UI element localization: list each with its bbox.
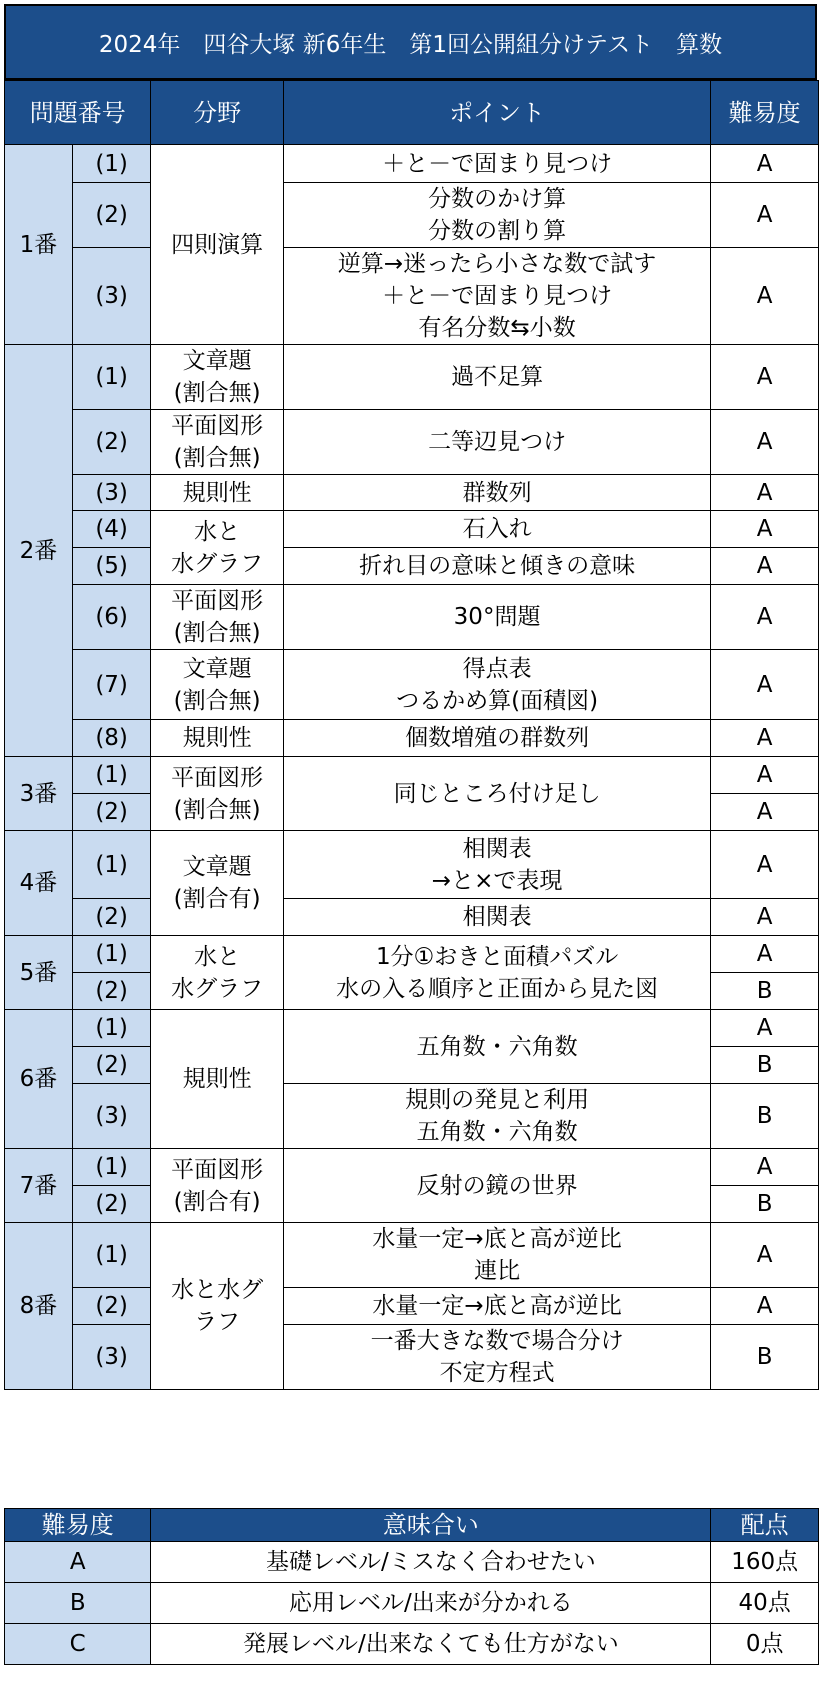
legend-header-row (5, 1509, 819, 1542)
table-row (5, 511, 819, 548)
difficulty-cell: A (711, 145, 819, 183)
point-cell: 五角数・六角数 (283, 1010, 710, 1084)
sub-number: (1) (72, 1010, 151, 1047)
sub-number: (7) (72, 650, 151, 720)
difficulty-cell: A (711, 548, 819, 585)
question-number: 6番 (5, 1010, 73, 1149)
field-cell: 文章題 (割合有) (151, 831, 283, 936)
field-cell: 規則性 (151, 720, 283, 757)
point-cell: ＋と－で固まり見つけ (283, 145, 710, 183)
point-cell: 30°問題 (283, 585, 710, 650)
point-cell: 水量一定→底と高が逆比 連比 (283, 1223, 710, 1288)
sub-number: (1) (72, 1149, 151, 1186)
table-row (5, 831, 819, 899)
difficulty-cell: A (711, 345, 819, 410)
legend-score: 40点 (711, 1583, 819, 1624)
sub-number: (6) (72, 585, 151, 650)
point-cell: 石入れ (283, 511, 710, 548)
sub-number: (2) (72, 1288, 151, 1325)
sub-number: (2) (72, 410, 151, 475)
table-row (5, 757, 819, 794)
page-title: 2024年 四谷大塚 新6年生 第1回公開組分けテスト 算数 (4, 4, 817, 80)
legend-meaning: 発展レベル/出来なくても仕方がない (151, 1624, 711, 1665)
header-field: 分野 (151, 81, 283, 145)
table-row (5, 410, 819, 475)
sub-number: (1) (72, 1223, 151, 1288)
difficulty-cell: B (711, 1186, 819, 1223)
table-row (5, 183, 819, 248)
table-row (5, 548, 819, 585)
point-cell: 群数列 (283, 475, 710, 511)
sub-number: (5) (72, 548, 151, 585)
question-number: 4番 (5, 831, 73, 936)
difficulty-cell: B (711, 1325, 819, 1390)
difficulty-cell: A (711, 794, 819, 831)
difficulty-cell: A (711, 1288, 819, 1325)
sub-number: (3) (72, 475, 151, 511)
legend-header-difficulty: 難易度 (5, 1509, 151, 1542)
question-table (4, 80, 819, 1390)
field-cell: 平面図形 (割合無) (151, 410, 283, 475)
difficulty-cell: A (711, 1010, 819, 1047)
table-row (5, 899, 819, 936)
table-row (5, 248, 819, 345)
sub-number: (4) (72, 511, 151, 548)
question-number: 5番 (5, 936, 73, 1010)
sub-number: (3) (72, 1325, 151, 1390)
field-cell: 文章題 (割合無) (151, 650, 283, 720)
header-number: 問題番号 (5, 81, 151, 145)
table-row (5, 720, 819, 757)
question-number: 1番 (5, 145, 73, 345)
difficulty-cell: B (711, 973, 819, 1010)
sub-number: (2) (72, 794, 151, 831)
difficulty-cell: A (711, 720, 819, 757)
table-row (5, 145, 819, 183)
header-difficulty: 難易度 (711, 81, 819, 145)
table-row (5, 1084, 819, 1149)
legend-level: A (5, 1542, 151, 1583)
point-cell: 一番大きな数で場合分け 不定方程式 (283, 1325, 710, 1390)
sub-number: (8) (72, 720, 151, 757)
table-row (5, 936, 819, 973)
point-cell: 折れ目の意味と傾きの意味 (283, 548, 710, 585)
question-number: 2番 (5, 345, 73, 757)
legend-score: 0点 (711, 1624, 819, 1665)
difficulty-cell: A (711, 1149, 819, 1186)
difficulty-cell: A (711, 899, 819, 936)
legend-header-meaning: 意味合い (151, 1509, 711, 1542)
table-row (5, 1325, 819, 1390)
table-row (5, 475, 819, 511)
legend-row (5, 1583, 819, 1624)
point-cell: 相関表 (283, 899, 710, 936)
table-row (5, 1149, 819, 1186)
sub-number: (1) (72, 145, 151, 183)
field-cell: 四則演算 (151, 145, 283, 345)
sub-number: (2) (72, 1186, 151, 1223)
question-number: 8番 (5, 1223, 73, 1390)
sub-number: (2) (72, 899, 151, 936)
sub-number: (1) (72, 757, 151, 794)
difficulty-cell: A (711, 183, 819, 248)
sub-number: (3) (72, 248, 151, 345)
difficulty-cell: A (711, 757, 819, 794)
field-cell: 平面図形 (割合無) (151, 585, 283, 650)
point-cell: 得点表 つるかめ算(面積図) (283, 650, 710, 720)
field-cell: 水と水グ ラフ (151, 1223, 283, 1390)
point-cell: 規則の発見と利用 五角数・六角数 (283, 1084, 710, 1149)
point-cell: 個数増殖の群数列 (283, 720, 710, 757)
question-number: 7番 (5, 1149, 73, 1223)
field-cell: 平面図形 (割合有) (151, 1149, 283, 1223)
point-cell: 分数のかけ算 分数の割り算 (283, 183, 710, 248)
field-cell: 水と 水グラフ (151, 936, 283, 1010)
point-cell: 水量一定→底と高が逆比 (283, 1288, 710, 1325)
sub-number: (2) (72, 1047, 151, 1084)
legend-meaning: 応用レベル/出来が分かれる (151, 1583, 711, 1624)
sub-number: (1) (72, 831, 151, 899)
table-row (5, 650, 819, 720)
point-cell: 反射の鏡の世界 (283, 1149, 710, 1223)
legend-header-score: 配点 (711, 1509, 819, 1542)
legend-level: C (5, 1624, 151, 1665)
field-cell: 規則性 (151, 1010, 283, 1149)
table-row (5, 1223, 819, 1288)
table-row (5, 1288, 819, 1325)
legend-meaning: 基礎レベル/ミスなく合わせたい (151, 1542, 711, 1583)
field-cell: 規則性 (151, 475, 283, 511)
point-cell: 1分①おきと面積パズル 水の入る順序と正面から見た図 (283, 936, 710, 1010)
sub-number: (2) (72, 973, 151, 1010)
table-row (5, 1010, 819, 1047)
difficulty-cell: A (711, 248, 819, 345)
difficulty-cell: B (711, 1047, 819, 1084)
difficulty-cell: A (711, 936, 819, 973)
header-row (5, 81, 819, 145)
difficulty-cell: A (711, 650, 819, 720)
difficulty-cell: A (711, 1223, 819, 1288)
difficulty-cell: B (711, 1084, 819, 1149)
legend-row (5, 1542, 819, 1583)
point-cell: 二等辺見つけ (283, 410, 710, 475)
table-row (5, 585, 819, 650)
field-cell: 平面図形 (割合無) (151, 757, 283, 831)
sub-number: (1) (72, 345, 151, 410)
legend-level: B (5, 1583, 151, 1624)
question-number: 3番 (5, 757, 73, 831)
point-cell: 同じところ付け足し (283, 757, 710, 831)
difficulty-cell: A (711, 410, 819, 475)
sub-number: (2) (72, 183, 151, 248)
difficulty-legend-table (4, 1508, 819, 1665)
sub-number: (3) (72, 1084, 151, 1149)
difficulty-cell: A (711, 831, 819, 899)
field-cell: 文章題 (割合無) (151, 345, 283, 410)
legend-row (5, 1624, 819, 1665)
difficulty-cell: A (711, 585, 819, 650)
header-point: ポイント (283, 81, 710, 145)
point-cell: 逆算→迷ったら小さな数で試す ＋と－で固まり見つけ 有名分数⇆小数 (283, 248, 710, 345)
legend-score: 160点 (711, 1542, 819, 1583)
difficulty-cell: A (711, 511, 819, 548)
point-cell: 相関表 →と×で表現 (283, 831, 710, 899)
table-row (5, 345, 819, 410)
sub-number: (1) (72, 936, 151, 973)
point-cell: 過不足算 (283, 345, 710, 410)
difficulty-cell: A (711, 475, 819, 511)
field-cell: 水と 水グラフ (151, 511, 283, 585)
